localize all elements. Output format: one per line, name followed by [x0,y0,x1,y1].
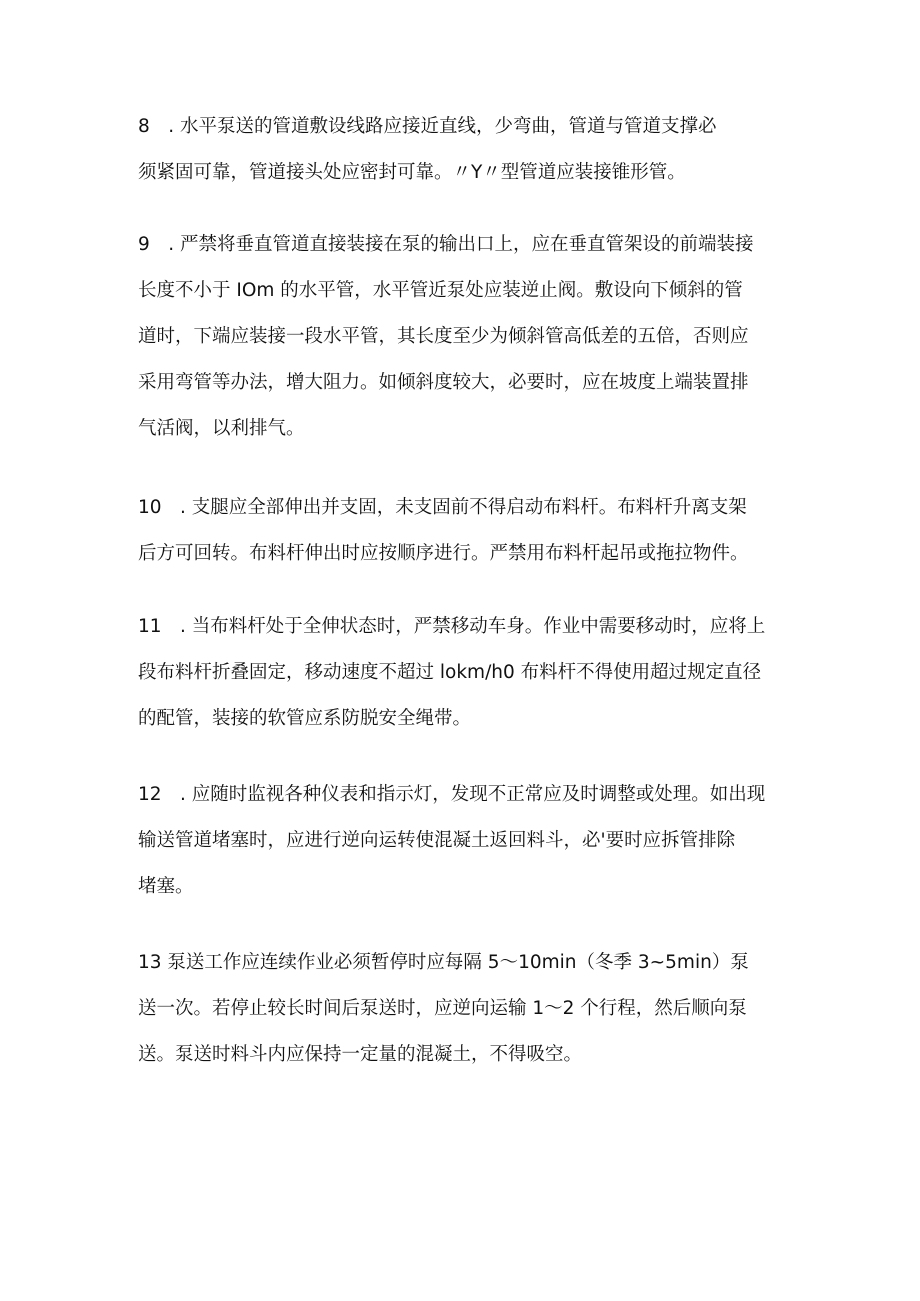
text-line: 12 . 应随时监视各种仪表和指示灯，发现不正常应及时调整或处理。如出现 [138,784,766,805]
clause-11 [138,604,818,742]
text-line: 输送管道堵塞时，应进行逆向运转使混凝土返回料斗，必'要时应拆管排除 [138,830,736,851]
text-line: 气活阀，以利排气。 [138,418,305,439]
text-line: 8 . 水平泵送的管道敷设线路应接近直线，少弯曲，管道与管道支撑必 [138,116,717,137]
clause-8 [138,104,818,196]
text-line: 9 . 严禁将垂直管道直接装接在泵的输出口上，应在垂直管架设的前端装接 [138,234,754,255]
text-line: 段布料杆折叠固定，移动速度不超过 lokm∕h0 布料杆不得使用超过规定直径 [138,662,762,683]
text-line: 堵塞。 [138,876,194,897]
clause-9 [138,222,818,452]
text-line: 送。泵送时料斗内应保持一定量的混凝土，不得吸空。 [138,1044,583,1065]
text-line: 送一次。若停止较长时间后泵送时，应逆向运输 1～2 个行程，然后顺向泵 [138,998,747,1019]
clause-12 [138,772,818,910]
clause-10 [138,485,818,577]
text-line: 后方可回转。布料杆伸出时应按顺序进行。严禁用布料杆起吊或拖拉物件。 [138,543,749,564]
text-line: 10 . 支腿应全部伸出并支固，未支固前不得启动布料杆。布料杆升离支架 [138,497,747,518]
text-line: 长度不小于 IOm 的水平管，水平管近泵处应装逆止阀。敷设向下倾斜的管 [138,280,743,301]
text-line: 11 . 当布料杆处于全伸状态时，严禁移动车身。作业中需要移动时，应将上 [138,616,766,637]
text-line: 须紧固可靠，管道接头处应密封可靠。〃Y〃型管道应装接锥形管。 [138,162,686,183]
text-line: 13 泵送工作应连续作业必须暂停时应每隔 5～10min（冬季 3~5min）泵 [138,952,749,973]
text-line: 道时，下端应装接一段水平管，其长度至少为倾斜管高低差的五倍，否则应 [138,326,749,347]
text-line: 的配管，装接的软管应系防脱安全绳带。 [138,708,472,729]
clause-13 [138,940,818,1078]
text-line: 采用弯管等办法，增大阻力。如倾斜度较大，必要时，应在坡度上端装置排 [138,372,749,393]
